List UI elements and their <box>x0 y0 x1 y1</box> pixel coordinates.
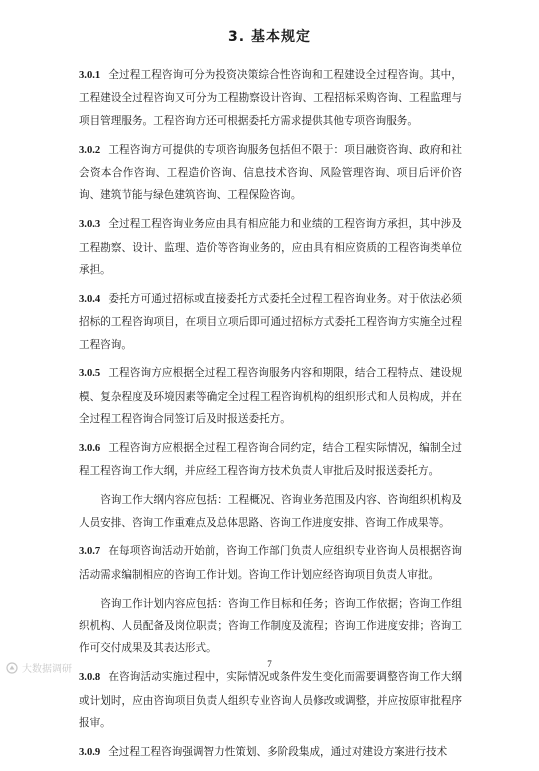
clause-number: 3.0.3 <box>79 219 101 231</box>
clause-3-0-5 <box>79 362 462 430</box>
clause-text: 全过程工程咨询可分为投资决策综合性咨询和工程建设全过程咨询。其中，工程建设全过程咨询又可分为工程勘察设计咨询、工程招标采购咨询、工程监理与项目管理服务。工程咨询方还可根据委托方需求提供其他专项咨询服务。 <box>79 69 462 127</box>
watermark <box>6 660 72 675</box>
page-title: 3. 基本规定 <box>228 29 311 45</box>
clause-text: 全过程工程咨询强调智力性策划、多阶段集成，通过对建设方案进行技术 <box>108 745 448 758</box>
clause-text: 工程咨询方可提供的专项咨询服务包括但不限于：项目融资咨询、政府和社会资本合作咨询、工程造价咨询、信息技术咨询、风险管理咨询、项目后评价咨询、建筑节能与绿色建筑咨询、工程保险咨询。 <box>79 143 462 202</box>
clause-text: 全过程工程咨询业务应由具有相应能力和业绩的工程咨询方承担，其中涉及工程勘察、设计、监理、造价等咨询业务的，应由具有相应资质的工程咨询类单位承担。 <box>79 218 462 277</box>
clause-3-0-1 <box>79 64 462 132</box>
clause-3-0-7-note <box>79 593 462 660</box>
clause-number: 3.0.1 <box>79 70 101 81</box>
clause-3-0-4 <box>79 288 462 356</box>
watermark-logo-icon <box>6 662 18 674</box>
clause-number: 3.0.8 <box>79 672 101 684</box>
clause-text: 工程咨询方应根据全过程工程咨询服务内容和期限，结合工程特点、建设规模、复杂程度及环境因素等确定全过程工程咨询机构的组织形式和人员构成，并在全过程工程咨询合同签订后及时报送委托方。 <box>79 367 462 426</box>
clause-number: 3.0.2 <box>79 144 101 156</box>
clause-3-0-6-note <box>79 489 462 534</box>
clause-text: 委托方可通过招标或直接委托方式委托全过程工程咨询业务。对于依法必须招标的工程咨询项目，在项目立项后即可通过招标方式委托工程咨询方实施全过程工程咨询。 <box>79 292 462 351</box>
clause-3-0-7 <box>79 540 462 586</box>
clause-number: 3.0.9 <box>79 746 101 758</box>
clause-number: 3.0.6 <box>79 443 101 455</box>
clause-text: 咨询工作大纲内容应包括：工程概况、咨询业务范围及内容、咨询组织机构及人员安排、咨询工作重难点及总体思路、咨询工作进度安排、咨询工作成果等。 <box>79 494 462 529</box>
clause-number: 3.0.7 <box>79 546 101 558</box>
clause-3-0-3 <box>79 213 462 281</box>
clause-3-0-2 <box>79 139 462 207</box>
clause-number: 3.0.5 <box>79 368 101 380</box>
clause-text: 工程咨询方应根据全过程工程咨询合同约定，结合工程实际情况，编制全过程工程咨询工作大纲，并应经工程咨询方技术负责人审批后及时报送委托方。 <box>79 442 462 478</box>
clause-3-0-6 <box>79 437 462 483</box>
clause-number: 3.0.4 <box>79 293 101 305</box>
watermark-text: 大数据调研 <box>22 664 72 675</box>
page-number: 7 <box>267 659 272 669</box>
clause-text: 在每项咨询活动开始前，咨询工作部门负责人应组织专业咨询人员根据咨询活动需求编制相应的咨询工作计划。咨询工作计划应经咨询项目负责人审批。 <box>79 545 462 581</box>
clause-3-0-8 <box>79 666 462 734</box>
clause-text: 在咨询活动实施过程中，实际情况或条件发生变化而需要调整咨询工作大纲或计划时，应由咨询项目负责人组织专业咨询人员修改或调整，并应按原审批程序报审。 <box>79 671 462 730</box>
clause-text: 咨询工作计划内容应包括：咨询工作目标和任务；咨询工作依据；咨询工作组织机构、人员配备及岗位职责；咨询工作制度及流程；咨询工作进度安排；咨询工作可交付成果及其表达形式。 <box>79 597 462 655</box>
clause-3-0-9 <box>79 741 462 764</box>
